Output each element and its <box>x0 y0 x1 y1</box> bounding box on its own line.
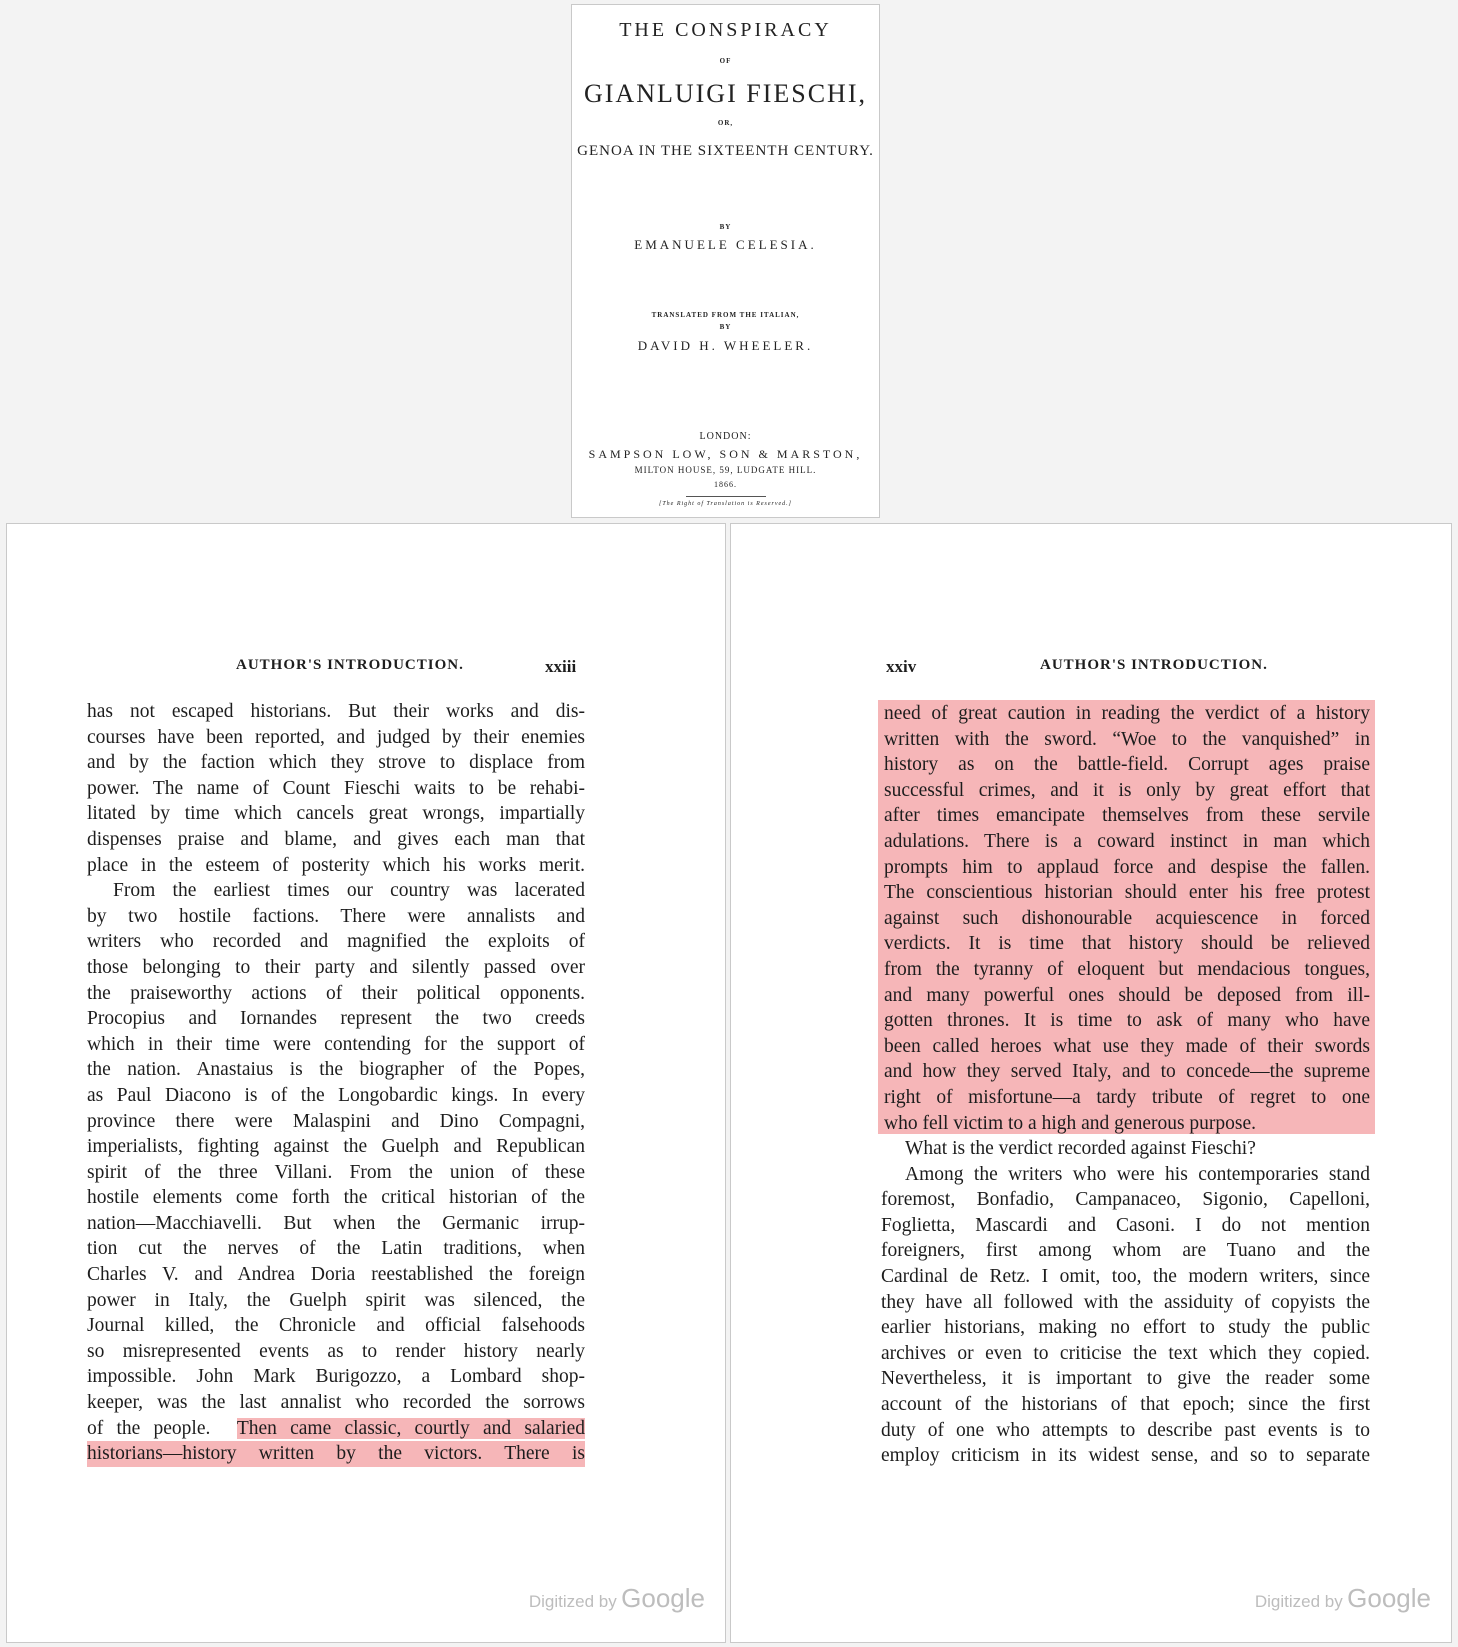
text-line: those belonging to their party and silently passed over <box>87 956 585 978</box>
translator-name: DAVID H. WHEELER. <box>637 338 814 353</box>
digitized-watermark <box>529 1583 705 1614</box>
text-line: nation—Macchiavelli. But when the Germanic irrup- <box>87 1212 585 1234</box>
text-line: against such dishonourable acquiescence in forced <box>884 907 1370 929</box>
text-line: employ criticism in its widest sense, and so to separate <box>881 1445 1370 1467</box>
text-line: verdicts. It is time that history should be relieved <box>884 933 1370 955</box>
text-line: keeper, was the last annalist who recorded the sorrows <box>87 1392 585 1414</box>
title-rule <box>686 496 766 497</box>
watermark-prefix: Digitized by <box>1254 1592 1343 1611</box>
text-line: The conscientious historian should enter his free protest <box>884 882 1370 904</box>
text-line: by two hostile factions. There were annalists and <box>87 905 585 927</box>
text-line: and how they served Italy, and to concede—the supreme <box>884 1061 1370 1083</box>
text-line: power. The name of Count Fieschi waits to be rehabi- <box>87 777 585 799</box>
text-line: impossible. John Mark Burigozzo, a Lombard shop- <box>87 1366 585 1388</box>
text-highlight: Then came classic, courtly and salaried <box>236 1417 586 1439</box>
text-line: successful crimes, and it is only by great effort that <box>884 779 1370 801</box>
text-line: has not escaped historians. But their works and dis- <box>87 701 585 722</box>
text-line: from the tyranny of eloquent but mendacious tongues, <box>884 958 1370 980</box>
text-line: gotten thrones. It is time to ask of many who have <box>884 1010 1370 1032</box>
text-line: foreigners, first among whom are Tuano and the <box>881 1240 1370 1262</box>
title-line-1: THE CONSPIRACY <box>619 19 832 41</box>
text-line: From the earliest times our country was lacerated <box>113 880 585 902</box>
text-line: Foglietta, Mascardi and Casoni. I do not mention <box>881 1214 1370 1236</box>
publisher-name: SAMPSON LOW, SON & MARSTON, <box>588 447 863 461</box>
title-line-2: GIANLUIGI FIESCHI, <box>584 79 867 108</box>
text-line: hostile elements come forth the critical historian of the <box>87 1187 585 1209</box>
text-line: duty of one who attempts to describe past events is to <box>881 1419 1370 1441</box>
text-line: courses have been reported, and judged by their enemies <box>87 726 585 748</box>
text-line: the praiseworthy actions of their political opponents. <box>87 982 585 1004</box>
text-line: the nation. Anastaius is the biographer of the Popes, <box>87 1059 585 1081</box>
page-number: xxiii <box>545 657 577 676</box>
text-line: Nevertheless, it is important to give the reader some <box>881 1368 1370 1390</box>
author-name: EMANUELE CELESIA. <box>634 237 817 252</box>
text-line: imperialists, fighting against the Guelph and Republican <box>87 1136 585 1158</box>
text-line: right of misfortune—a tardy tribute of regret to one <box>884 1086 1370 1108</box>
text-line: and by the faction which they strove to displace from <box>87 752 585 774</box>
text-line: prompts him to applaud force and despise the fallen. <box>884 856 1370 878</box>
text-line: which in their time were contending for the support of <box>87 1033 585 1055</box>
title-of: OF <box>719 57 732 65</box>
text-line: account of the historians of that epoch; since the first <box>881 1393 1370 1415</box>
left-page <box>6 523 726 1643</box>
text-line: who fell victim to a high and generous purpose. <box>884 1112 1257 1134</box>
page-number: xxiv <box>886 657 917 676</box>
text-line: need of great caution in reading the verdict of a history <box>884 703 1370 724</box>
publisher-city: LONDON: <box>699 431 752 442</box>
right-body-text <box>881 1136 1370 1469</box>
translated-note: TRANSLATED FROM THE ITALIAN, <box>651 311 800 319</box>
title-page <box>571 4 880 518</box>
left-body-text <box>87 699 585 1467</box>
right-page <box>730 523 1452 1643</box>
text-line: and many powerful ones should be deposed from ill- <box>884 984 1370 1006</box>
title-or: OR, <box>717 119 734 127</box>
text-line: place in the esteem of posterity which his works merit. <box>87 854 585 876</box>
text-line: tion cut the nerves of the Latin traditions, when <box>87 1238 585 1260</box>
text-line: as Paul Diacono is of the Longobardic kings. In every <box>87 1084 585 1106</box>
text-plain: of the people. <box>87 1417 211 1439</box>
rights-note: [The Right of Translation is Reserved.] <box>658 501 792 507</box>
running-header: AUTHOR'S INTRODUCTION. <box>236 657 464 673</box>
google-logo-text: Google <box>621 1583 705 1613</box>
text-line: been called heroes what use they made of their swords <box>884 1035 1370 1057</box>
digitized-watermark <box>1255 1583 1431 1614</box>
right-highlighted-text <box>884 701 1370 1136</box>
publisher-address: MILTON HOUSE, 59, LUDGATE HILL. <box>634 465 817 475</box>
publication-year: 1866. <box>714 480 737 489</box>
running-header: AUTHOR'S INTRODUCTION. <box>1040 657 1268 673</box>
text-line: Cardinal de Retz. I omit, too, the modern writers, since <box>881 1265 1370 1287</box>
text-line: after times emancipate themselves from these servile <box>884 805 1370 827</box>
text-line: Procopius and Iornandes represent the two creeds <box>87 1008 585 1030</box>
text-line: foremost, Bonfadio, Campanaceo, Sigonio, Capelloni, <box>881 1189 1370 1211</box>
text-line-mixed <box>87 1416 585 1442</box>
text-line: archives or even to criticise the text which they copied. <box>881 1342 1370 1364</box>
text-line: so misrepresented events as to render history nearly <box>87 1340 585 1362</box>
title-by-2: BY <box>719 323 732 331</box>
subtitle: GENOA IN THE SIXTEENTH CENTURY. <box>577 143 874 159</box>
text-line: writers who recorded and magnified the exploits of <box>87 931 585 953</box>
text-line: Charles V. and Andrea Doria reestablished the foreign <box>87 1264 585 1286</box>
text-line: What is the verdict recorded against Fieschi? <box>905 1138 1256 1159</box>
title-by: BY <box>719 223 732 231</box>
text-line: adulations. There is a coward instinct in man which <box>884 830 1370 852</box>
text-line: Journal killed, the Chronicle and official falsehoods <box>87 1315 585 1337</box>
text-line: they have all followed with the assiduity of copyists the <box>881 1291 1370 1313</box>
watermark-prefix: Digitized by <box>528 1592 617 1611</box>
text-line: earlier historians, making no effort to study the public <box>881 1317 1370 1339</box>
text-line: history as on the battle-field. Corrupt ages praise <box>884 754 1370 776</box>
text-line: spirit of the three Villani. From the union of these <box>87 1161 585 1183</box>
text-line: litated by time which cancels great wrongs, impartially <box>87 803 585 825</box>
text-line: Among the writers who were his contemporaries stand <box>905 1163 1370 1185</box>
text-line: written with the sword. “Woe to the vanquished” in <box>884 728 1370 750</box>
text-highlight-line: historians—history written by the victors. There is <box>87 1441 585 1467</box>
text-line: province there were Malaspini and Dino Compagni, <box>87 1110 585 1132</box>
text-line: power in Italy, the Guelph spirit was silenced, the <box>87 1289 585 1311</box>
google-logo-text: Google <box>1347 1583 1431 1613</box>
text-line: dispenses praise and blame, and gives each man that <box>87 828 585 850</box>
